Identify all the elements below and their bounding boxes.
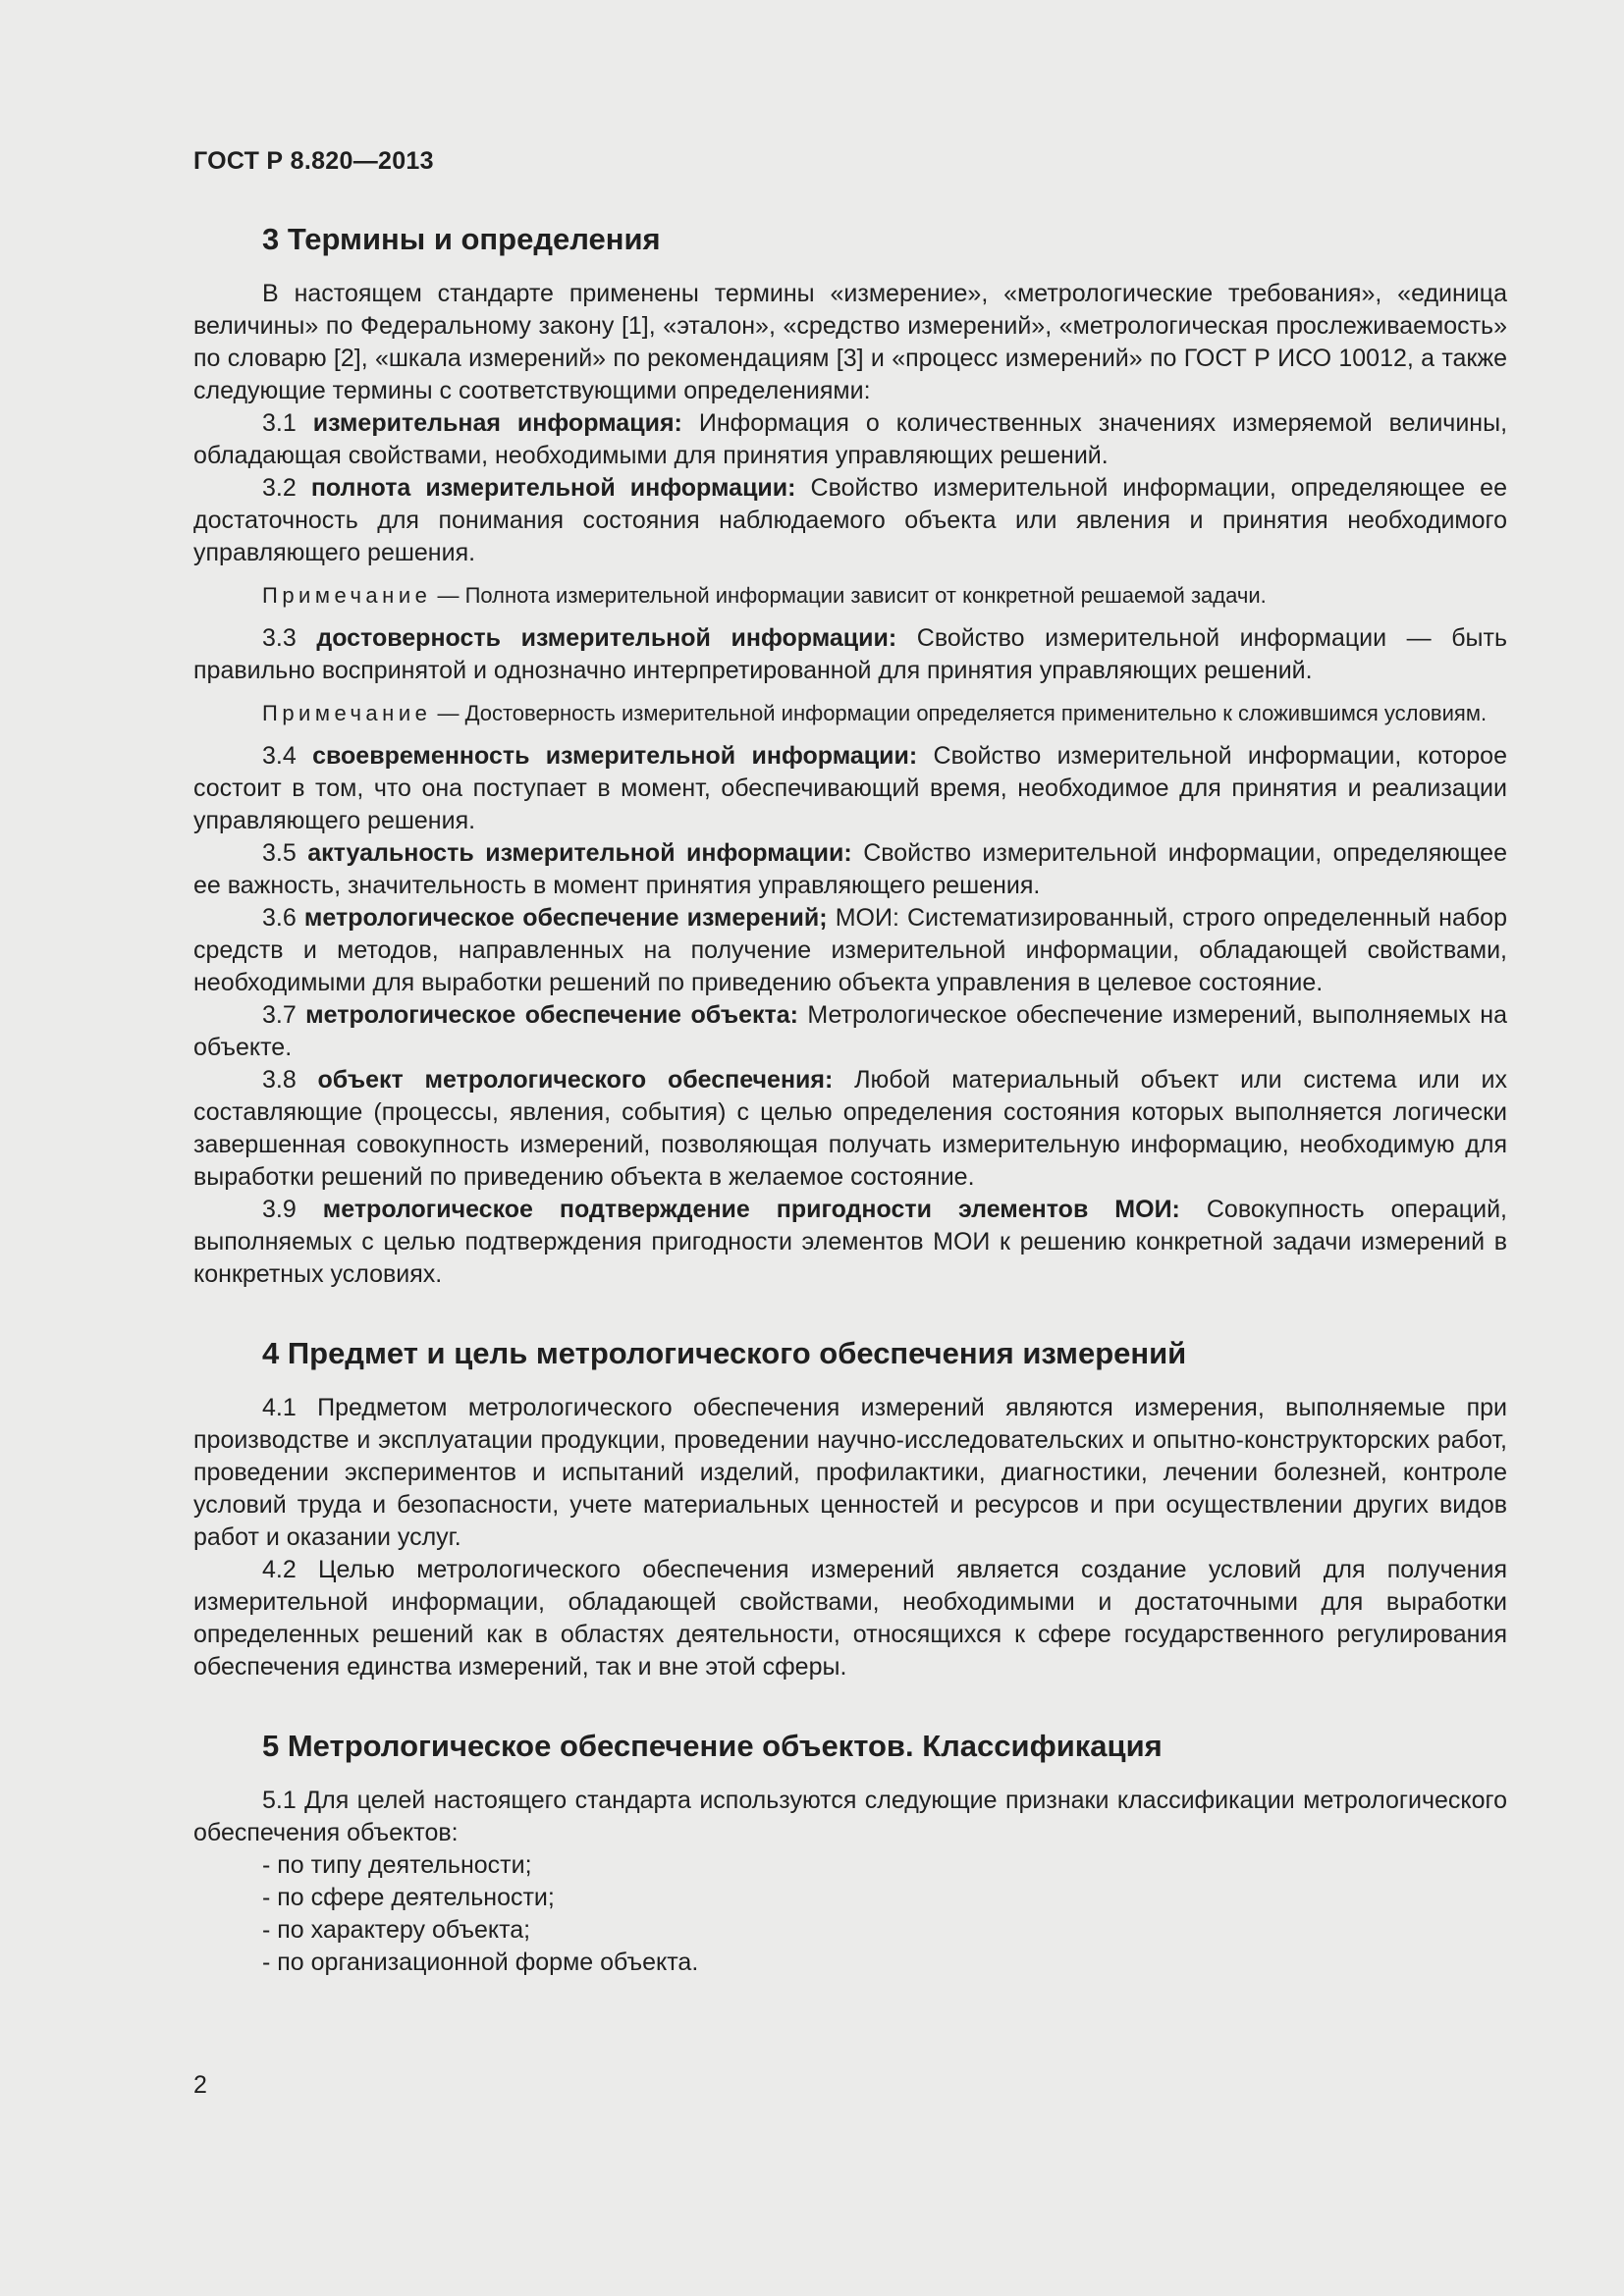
term-3-3-name: достоверность измерительной информации: xyxy=(316,624,897,652)
section-5-title: 5 Метрологическое обеспечение объектов. Классификация xyxy=(262,1729,1163,1763)
term-3-2-name: полнота измерительной информации: xyxy=(310,474,796,502)
section-3-intro: В настоящем стандарте применены термины «измерение», «метрологические требования», «единица величины» по Федеральному закону [1], «эталон», «средство измерений», «метрологическая прослеживаемость» по словарю [2], «шкала измерений» по рекомендациям [3] и «процесс измерений» по ГОСТ Р ИСО 10012, а также следующие термины с соответствующими определениями: xyxy=(193,280,1507,404)
term-3-2: 3.2 полнота измерительной информации: Свойство измерительной информации, определяющее ее достаточность для понимания состояния наблюдаемого объекта или явления и принятия необходимого управляющего решения. xyxy=(193,474,1507,566)
term-3-8-name: объект метрологического обеспечения: xyxy=(317,1066,834,1094)
list-item: - по организационной форме объекта. xyxy=(262,1949,699,1976)
classification-list xyxy=(193,1849,1507,1979)
term-3-8: 3.8 объект метрологического обеспечения: Любой материальный объект или система или их составляющие (процессы, явления, события) с целью определения состояния которых выполняется логически завершенная совокупность измерений, позволяющая получать измерительную информацию, необходимую для выработки решений по приведению объекта в желаемое состояние. xyxy=(193,1066,1507,1191)
note-label: Примечание xyxy=(262,701,432,725)
term-3-5-name: актуальность измерительной информации: xyxy=(307,839,852,867)
section-3-title: 3 Термины и определения xyxy=(262,222,661,256)
note-2: Примечание — Достоверность измерительной информации определяется применительно к сложившимся условиям. xyxy=(262,701,1488,725)
page-content xyxy=(193,218,1507,1979)
term-3-5: 3.5 актуальность измерительной информации: Свойство измерительной информации, определяющее ее важность, значительность в момент принятия управляющего решения. xyxy=(193,839,1507,899)
term-3-1-name: измерительная информация: xyxy=(312,409,682,437)
page-number: 2 xyxy=(193,2071,207,2099)
term-3-7: 3.7 метрологическое обеспечение объекта: Метрологическое обеспечение измерений, выполняемых на объекте. xyxy=(193,1001,1507,1061)
section-4-title: 4 Предмет и цель метрологического обеспечения измерений xyxy=(262,1336,1187,1370)
section-4-p1: 4.1 Предметом метрологического обеспечения измерений являются измерения, выполняемые при производстве и эксплуатации продукции, проведении научно-исследовательских и опытно-конструкторских работ, проведении экспериментов и испытаний изделий, профилактики, диагностики, лечении болезней, контроле условий труда и безопасности, учете материальных ценностей и ресурсов и при осуществлении других видов работ и оказании услуг. xyxy=(193,1394,1507,1551)
list-item: - по сфере деятельности; xyxy=(262,1884,555,1911)
section-4-p2: 4.2 Целью метрологического обеспечения измерений является создание условий для получения измерительной информации, обладающей свойствами, необходимыми и достаточными для выработки определенных решений как в областях деятельности, относящихся к сфере государственного регулирования обеспечения единства измерений, так и вне этой сферы. xyxy=(193,1556,1507,1681)
term-3-3: 3.3 достоверность измерительной информации: Свойство измерительной информации — быть правильно воспринятой и однозначно интерпретированной для принятия управляющих решений. xyxy=(193,624,1508,684)
note-label: Примечание xyxy=(262,583,432,608)
term-3-9: 3.9 метрологическое подтверждение пригодности элементов МОИ: Совокупность операций, выполняемых с целью подтверждения пригодности элементов МОИ к решению конкретной задачи измерений в конкретных условиях. xyxy=(193,1196,1507,1288)
list-item: - по характеру объекта; xyxy=(262,1916,531,1944)
section-5-p1: 5.1 Для целей настоящего стандарта используются следующие признаки классификации метрологического обеспечения объектов: xyxy=(193,1787,1507,1846)
term-3-6-name: метрологическое обеспечение измерений; xyxy=(303,904,828,932)
term-3-4: 3.4 своевременность измерительной информации: Свойство измерительной информации, которое состоит в том, что она поступает в момент, обеспечивающий время, необходимое для принятия и реализации управляющего решения. xyxy=(193,742,1507,834)
note-1: Примечание — Полнота измерительной информации зависит от конкретной решаемой задачи. xyxy=(262,583,1267,608)
term-3-4-name: своевременность измерительной информации: xyxy=(312,742,918,770)
term-3-1: 3.1 измерительная информация: Информация о количественных значениях измеряемой величины, обладающая свойствами, необходимыми для принятия управляющих решений. xyxy=(193,409,1508,469)
term-3-9-name: метрологическое подтверждение пригодности элементов МОИ: xyxy=(322,1196,1180,1223)
term-3-6: 3.6 метрологическое обеспечение измерений; МОИ: Систематизированный, строго определенный набор средств и методов, направленных на получение измерительной информации, обладающей свойствами, необходимыми для выработки решений по приведению объекта управления в целевое состояние. xyxy=(193,904,1507,996)
document-header: ГОСТ Р 8.820—2013 xyxy=(193,147,434,175)
term-3-7-name: метрологическое обеспечение объекта: xyxy=(305,1001,798,1029)
list-item: - по типу деятельности; xyxy=(262,1851,532,1879)
